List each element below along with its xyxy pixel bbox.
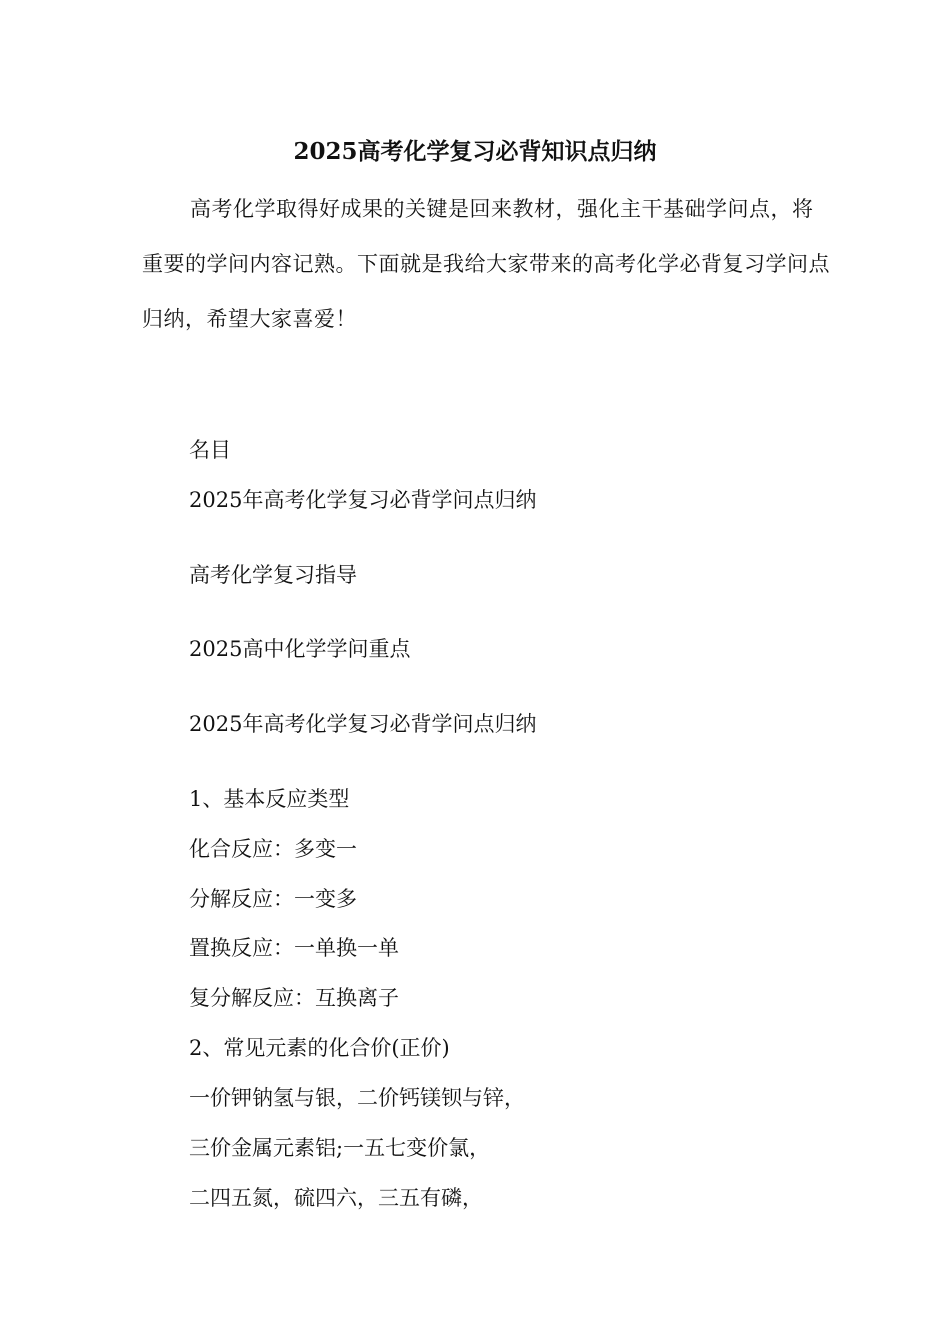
part1-line: 置换反应：一单换一单 xyxy=(189,936,399,960)
toc-heading: 名目 xyxy=(189,438,231,462)
section-heading: 2025年高考化学复习必背学问点归纳 xyxy=(189,712,537,736)
intro-paragraph: 高考化学取得好成果的关键是回来教材，强化主干基础学问点，将重要的学问内容记熟。下面就是我给大家带来的高考化学必背复习学问点归纳，希望大家喜爱！ xyxy=(142,197,830,331)
document-title: 2025高考化学复习必背知识点归纳 xyxy=(293,138,657,165)
part2-heading: 2、常见元素的化合价(正价) xyxy=(189,1036,450,1060)
part2-line: 三价金属元素铝;一五七变价氯， xyxy=(189,1136,491,1160)
toc-item: 2025高中化学学问重点 xyxy=(189,637,411,661)
part2-line: 二四五氮，硫四六，三五有磷， xyxy=(189,1186,483,1210)
part2-line: 一价钾钠氢与银，二价钙镁钡与锌， xyxy=(189,1086,525,1110)
part1-heading: 1、基本反应类型 xyxy=(189,787,350,811)
toc-item: 2025年高考化学复习必背学问点归纳 xyxy=(189,488,537,512)
part1-line: 分解反应：一变多 xyxy=(189,887,357,911)
part1-line: 复分解反应：互换离子 xyxy=(189,986,399,1010)
toc-item: 高考化学复习指导 xyxy=(189,563,357,587)
part1-line: 化合反应：多变一 xyxy=(189,837,357,861)
